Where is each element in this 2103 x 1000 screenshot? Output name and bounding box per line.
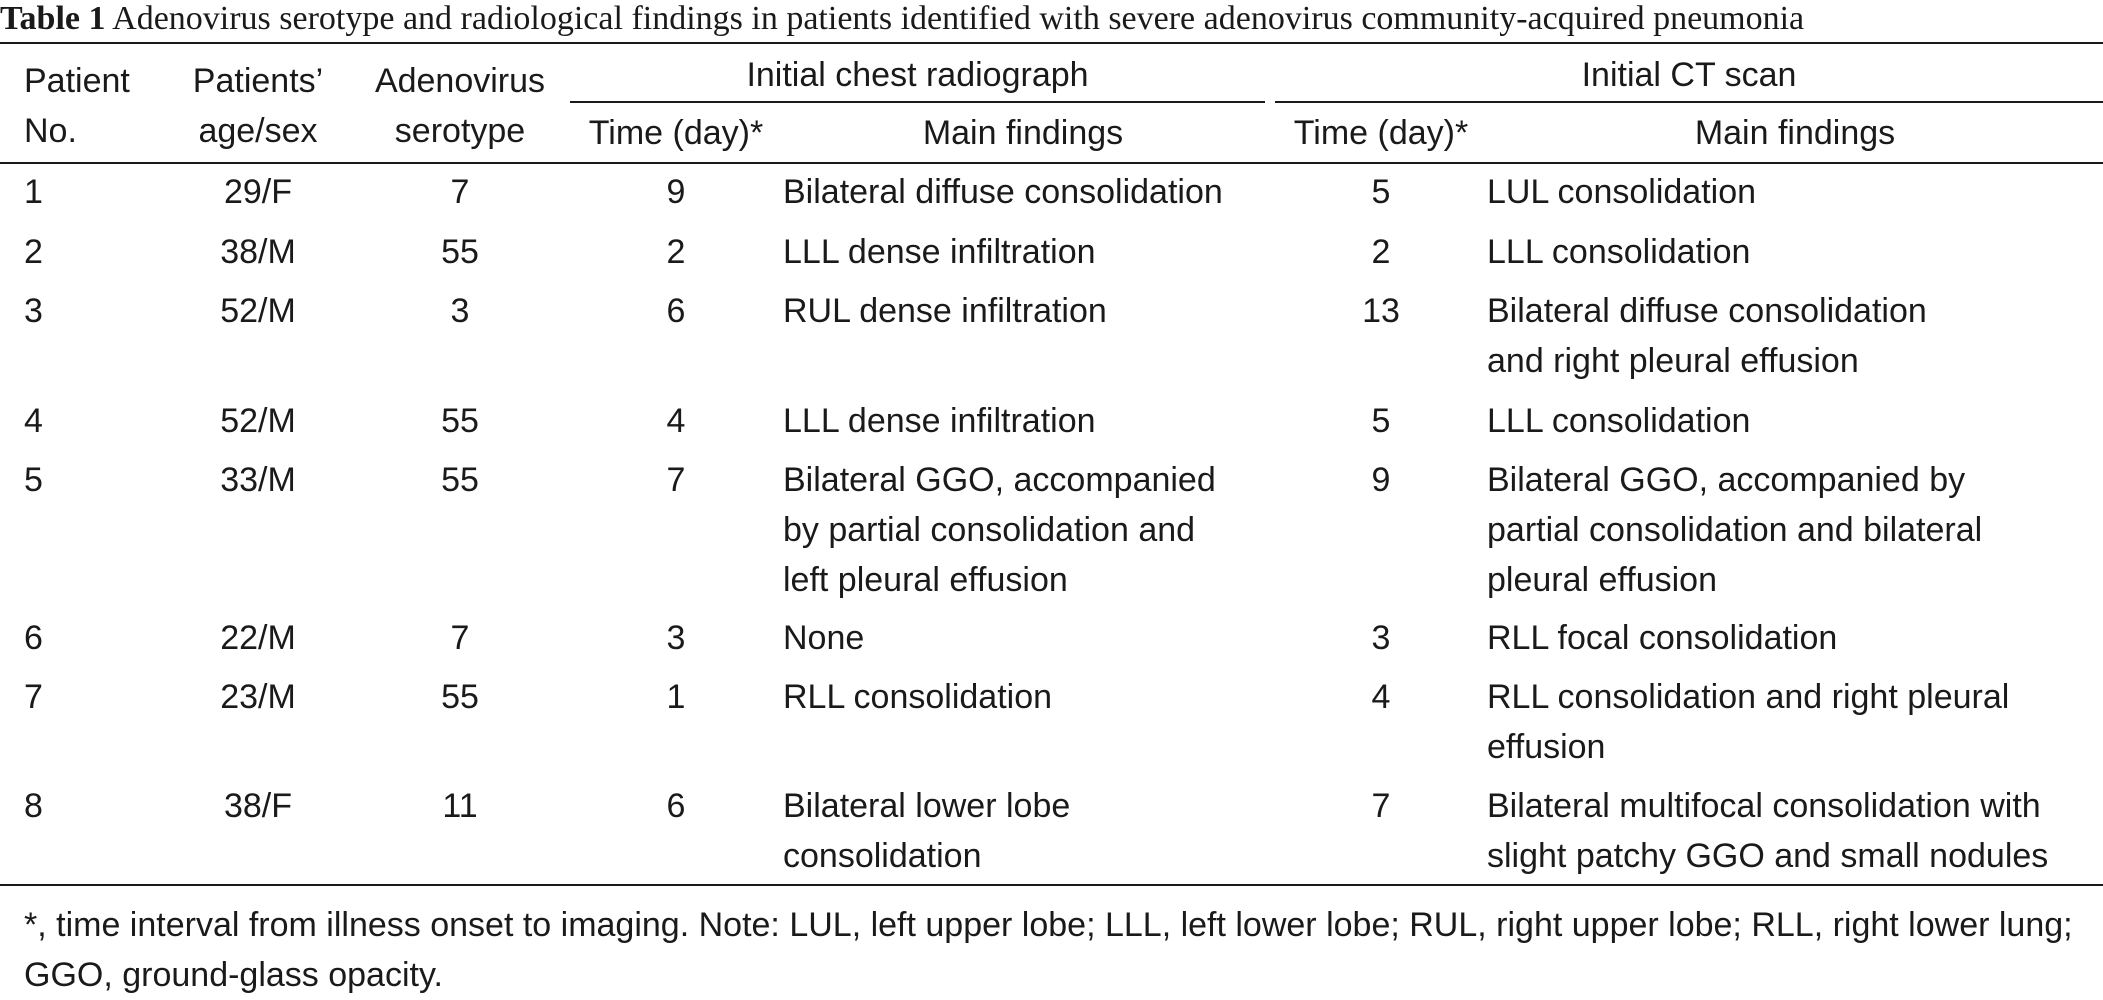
header-ct-time: Time (day)*: [1293, 114, 1469, 152]
header-ct-findings: Main findings: [1694, 114, 1896, 152]
cell-patient: 1: [24, 173, 43, 211]
cell-cxr-time: 3: [666, 619, 686, 657]
header-group-radiograph: Initial chest radiograph: [746, 56, 1089, 94]
cell-serotype: 11: [442, 787, 478, 825]
cell-ct-findings: Bilateral diffuse consolidation and right pleural effusion: [1487, 292, 1927, 380]
cell-serotype: 55: [441, 678, 479, 716]
table-caption: [0, 2, 2103, 36]
cell-cxr-time: 2: [666, 233, 686, 271]
radiograph-group-rule: [570, 101, 1265, 103]
cell-serotype: 3: [450, 292, 470, 330]
cell-cxr-time: 4: [666, 402, 686, 440]
cell-age-sex: 29/F: [223, 173, 293, 211]
cell-cxr-time: 9: [666, 173, 686, 211]
cell-patient: 3: [24, 292, 43, 330]
table-label: Table 1: [0, 0, 106, 37]
cell-ct-findings: LUL consolidation: [1487, 173, 1757, 211]
cell-serotype: 55: [441, 402, 479, 440]
cell-serotype: 55: [441, 461, 479, 499]
header-radiograph-time: Time (day)*: [588, 114, 764, 152]
top-rule: [0, 42, 2103, 44]
cell-age-sex: 23/M: [220, 678, 296, 716]
header-group-ct: Initial CT scan: [1581, 56, 1797, 94]
cell-ct-time: 3: [1371, 619, 1391, 657]
cell-cxr-time: 7: [666, 461, 686, 499]
bottom-rule: [0, 884, 2103, 886]
cell-patient: 8: [24, 787, 43, 825]
table-title: Adenovirus serotype and radiological findings in patients identified with severe adenovirus community-acquired pneumonia: [112, 0, 1805, 37]
cell-cxr-findings: Bilateral lower lobe consolidation: [783, 787, 1071, 875]
cell-patient: 6: [24, 619, 43, 657]
cell-ct-time: 13: [1362, 292, 1400, 330]
cell-ct-time: 9: [1371, 461, 1391, 499]
cell-ct-time: 4: [1371, 678, 1391, 716]
cell-age-sex: 52/M: [220, 402, 296, 440]
cell-ct-time: 2: [1371, 233, 1391, 271]
cell-serotype: 7: [450, 173, 470, 211]
ct-group-rule: [1275, 101, 2103, 103]
cell-ct-findings: Bilateral multifocal consolidation with slight patchy GGO and small nodules: [1487, 787, 2049, 875]
header-bottom-rule: [0, 162, 2103, 164]
cell-serotype: 7: [450, 619, 470, 657]
cell-cxr-findings: LLL dense infiltration: [783, 233, 1096, 271]
cell-ct-findings: RLL consolidation and right pleural effusion: [1487, 678, 2010, 766]
cell-age-sex: 22/M: [220, 619, 296, 657]
cell-cxr-time: 6: [666, 292, 686, 330]
cell-serotype: 55: [441, 233, 479, 271]
cell-cxr-findings: Bilateral diffuse consolidation: [783, 173, 1223, 211]
cell-ct-time: 5: [1371, 402, 1391, 440]
cell-ct-findings: LLL consolidation: [1487, 402, 1751, 440]
cell-cxr-time: 1: [666, 678, 686, 716]
cell-cxr-findings: LLL dense infiltration: [783, 402, 1096, 440]
cell-cxr-findings: RLL consolidation: [783, 678, 1053, 716]
cell-age-sex: 38/M: [220, 233, 296, 271]
header-radiograph-findings: Main findings: [922, 114, 1124, 152]
cell-cxr-findings: RUL dense infiltration: [783, 292, 1107, 330]
cell-cxr-findings: None: [783, 619, 865, 657]
cell-age-sex: 33/M: [220, 461, 296, 499]
table-footnote: *, time interval from illness onset to imaging. Note: LUL, left upper lobe; LLL, left lower lobe; RUL, right upper lobe; RLL, right lower lung; GGO, ground-glass opacity.: [24, 906, 2073, 994]
header-patient-no: Patient No.: [24, 62, 130, 150]
cell-ct-findings: Bilateral GGO, accompanied by partial consolidation and bilateral pleural effusion: [1487, 461, 1983, 599]
cell-ct-findings: RLL focal consolidation: [1487, 619, 1838, 657]
cell-ct-time: 5: [1371, 173, 1391, 211]
cell-patient: 7: [24, 678, 43, 716]
cell-age-sex: 38/F: [223, 787, 293, 825]
header-serotype: Adenovirus serotype: [374, 62, 546, 150]
cell-patient: 2: [24, 233, 43, 271]
cell-age-sex: 52/M: [220, 292, 296, 330]
cell-ct-findings: LLL consolidation: [1487, 233, 1751, 271]
cell-cxr-findings: Bilateral GGO, accompanied by partial consolidation and left pleural effusion: [783, 461, 1216, 599]
cell-patient: 5: [24, 461, 43, 499]
cell-cxr-time: 6: [666, 787, 686, 825]
cell-patient: 4: [24, 402, 43, 440]
cell-ct-time: 7: [1371, 787, 1391, 825]
header-age-sex: Patients’ age/sex: [192, 62, 324, 150]
